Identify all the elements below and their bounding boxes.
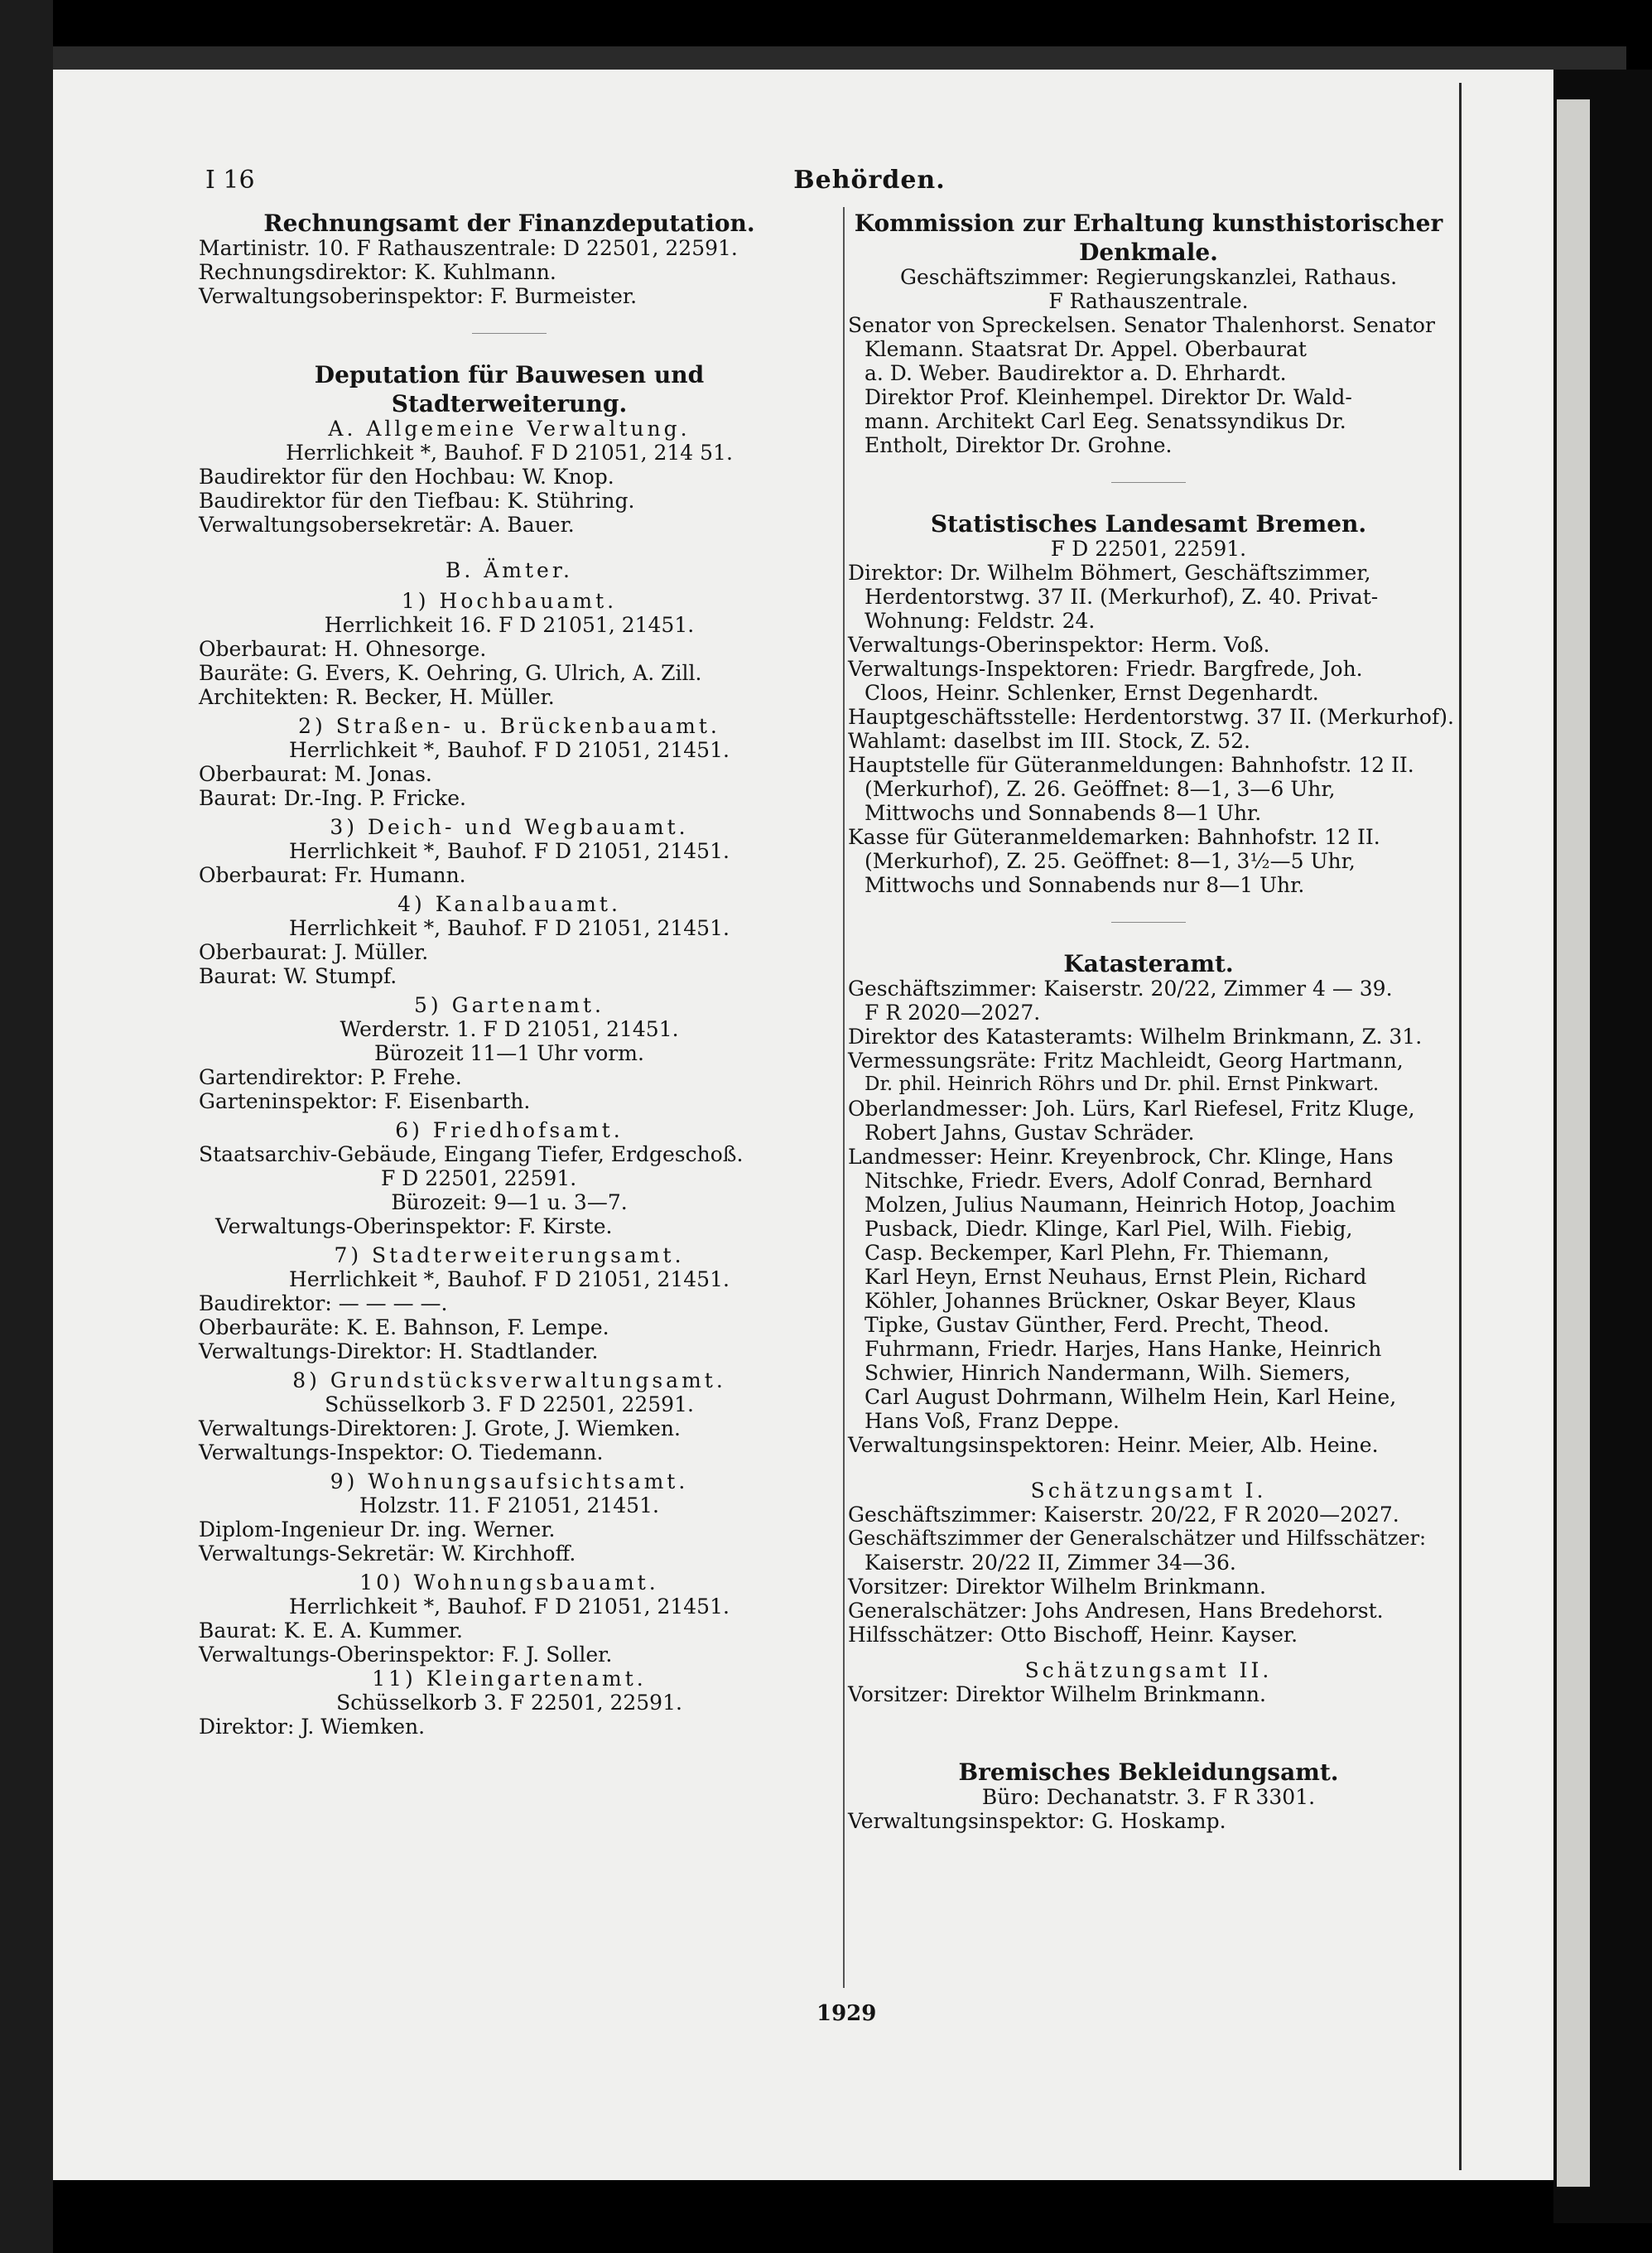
office-title: 5) Gartenamt. [414,993,604,1017]
page-fold-line [1459,83,1462,2170]
text-line: Geschäftszimmer: Regierungskanzlei, Rathaus. [899,265,1398,289]
text-line: Direktor Prof. Kleinhempel. Direktor Dr. Wald- [865,385,1352,409]
page-number: I 16 [205,166,255,195]
section-title: Statistisches Landesamt Bremen. [930,510,1367,538]
text-line: Verwaltungs-Oberinspektor: F. Kirste. [215,1214,613,1238]
text-line: Oberbaurat: H. Ohnesorge. [199,637,487,661]
section-kataster [848,951,1449,1457]
text-line: Casp. Beckemper, Karl Plehn, Fr. Thiemann, [865,1241,1330,1265]
text-line: Kasse für Güteranmeldemarken: Bahnhofstr. 12 II. [848,825,1380,849]
text-line: Vorsitzer: Direktor Wilhelm Brinkmann. [848,1682,1266,1706]
page-running-title: Behörden. [793,166,946,195]
text-line: Verwaltungs-Oberinspektor: F. J. Soller. [199,1643,613,1667]
text-line: Baudirektor: — — — —. [199,1291,448,1315]
text-line: Geschäftszimmer: Kaiserstr. 20/22, Zimmer 4 — 39. [848,977,1393,1001]
text-line: Baurat: Dr.-Ing. P. Fricke. [199,786,466,810]
address-line: Herrlichkeit *, Bauhof. F D 21051, 21451. [289,1594,730,1619]
subsection-title: B. Ämter. [445,558,574,582]
text-line: Verwaltungsobersekretär: A. Bauer. [199,513,575,537]
text-line: Martinistr. 10. F Rathauszentrale: D 22501, 22591. [199,236,738,260]
text-line: Oberbaurat: J. Müller. [199,940,429,964]
office-title: 6) Friedhofsamt. [395,1118,624,1142]
text-line: Baudirektor für den Hochbau: W. Knop. [199,465,614,489]
office-title: 10) Wohnungsbauamt. [359,1570,659,1594]
text-line: Vorsitzer: Direktor Wilhelm Brinkmann. [848,1575,1266,1599]
text-line: Nitschke, Friedr. Evers, Adolf Conrad, Bernhard [865,1169,1373,1193]
section-rechnungsamt [199,210,820,308]
text-line: F Rathauszentrale. [1048,289,1249,313]
text-line: Verwaltungsinspektor: G. Hoskamp. [848,1809,1226,1833]
text-line: Fuhrmann, Friedr. Harjes, Hans Hanke, Heinrich [865,1337,1382,1361]
section-schaetzung-1 [848,1479,1449,1647]
section-title: Kommission zur Erhaltung kunsthistorischer [854,210,1443,237]
address-line: Holzstr. 11. F 21051, 21451. [359,1493,659,1517]
column-divider [843,207,845,1988]
separator [1111,482,1186,483]
text-line: Carl August Dohrmann, Wilhelm Hein, Karl Heine, [865,1385,1397,1409]
address-line: Herrlichkeit *, Bauhof. F D 21051, 21451. [289,916,730,940]
text-line: Molzen, Julius Naumann, Heinrich Hotop, Joachim [865,1193,1396,1217]
office-title: 4) Kanalbauamt. [397,892,621,916]
text-line: (Merkurhof), Z. 25. Geöffnet: 8—1, 3½—5 Uhr, [865,849,1356,873]
section-title: Schätzungsamt I. [1030,1479,1267,1503]
phone-line: F D 22501, 22591. [381,1166,577,1190]
section-title: Katasteramt. [1063,950,1234,977]
phone-line: F D 22501, 22591. [1050,537,1247,561]
section-title: Schätzungsamt II. [1024,1658,1273,1682]
text-line: Diplom-Ingenieur Dr. ing. Werner. [199,1517,556,1541]
text-line: Herdentorstwg. 37 II. (Merkurhof), Z. 40. Privat- [865,585,1379,609]
text-line: Oberbaurat: M. Jonas. [199,762,432,786]
text-line: Baudirektor für den Tiefbau: K. Stühring. [199,489,635,513]
separator [1111,922,1186,923]
text-line: Gartendirektor: P. Frehe. [199,1065,462,1089]
text-line: Hans Voß, Franz Deppe. [865,1409,1120,1433]
text-line: (Merkurhof), Z. 26. Geöffnet: 8—1, 3—6 Uhr, [865,777,1336,801]
text-line: Rechnungsdirektor: K. Kuhlmann. [199,260,556,284]
text-line: Geschäftszimmer: Kaiserstr. 20/22, F R 2020—2027. [848,1503,1399,1527]
text-line: Entholt, Direktor Dr. Grohne. [865,433,1173,457]
office-title: 1) Hochbauamt. [401,589,618,613]
text-line: Pusback, Diedr. Klinge, Karl Piel, Wilh. Fiebig, [865,1217,1353,1241]
office-title: 11) Kleingartenamt. [372,1667,647,1691]
text-line: mann. Architekt Carl Eeg. Senatssyndikus Dr. [865,409,1346,433]
text-line: Generalschätzer: Johs Andresen, Hans Bredehorst. [848,1599,1384,1623]
text-line: Bauräte: G. Evers, K. Oehring, G. Ulrich, A. Zill. [199,661,702,685]
text-line: Verwaltungs-Direktoren: J. Grote, J. Wiemken. [199,1416,681,1440]
footer-year: 1929 [816,2001,877,2026]
hours-line: Bürozeit: 9—1 u. 3—7. [391,1190,628,1214]
text-line: Verwaltungs-Oberinspektor: Herm. Voß. [848,633,1270,657]
address-line: Büro: Dechanatstr. 3. F R 3301. [981,1785,1316,1809]
address-line: Herrlichkeit *, Bauhof. F D 21051, 21451. [289,738,730,762]
section-schaetzung-2 [848,1658,1449,1706]
address-line: Herrlichkeit *, Bauhof. F D 21051, 214 51. [286,441,733,465]
subsection-title: A. Allgemeine Verwaltung. [328,417,691,441]
address-line: Herrlichkeit 16. F D 21051, 21451. [324,613,695,637]
text-line: Direktor: J. Wiemken. [199,1715,426,1739]
text-line: Cloos, Heinr. Schlenker, Ernst Degenhardt. [865,681,1319,705]
text-line: Direktor des Katasteramts: Wilhelm Brinkmann, Z. 31. [848,1025,1423,1049]
text-line: Senator von Spreckelsen. Senator Thalenhorst. Senator [848,313,1435,337]
text-line: Baurat: K. E. A. Kummer. [199,1619,463,1643]
text-line: a. D. Weber. Baudirektor a. D. Ehrhardt. [865,361,1287,385]
section-deputation [199,362,820,1739]
section-title: Deputation für Bauwesen und [314,361,705,388]
text-line: Architekten: R. Becker, H. Müller. [199,685,555,709]
text-line: Wahlamt: daselbst im III. Stock, Z. 52. [848,729,1250,753]
section-kommission [848,210,1449,457]
address-line: Werderstr. 1. F D 21051, 21451. [340,1017,679,1041]
text-line: Verwaltungs-Direktor: H. Stadtlander. [199,1339,599,1363]
office-title: 9) Wohnungsaufsichtsamt. [330,1469,689,1493]
text-line: F R 2020—2027. [865,1001,1041,1025]
text-line: Hilfsschätzer: Otto Bischoff, Heinr. Kayser. [848,1623,1298,1647]
address-line: Staatsarchiv-Gebäude, Eingang Tiefer, Erdgeschoß. [199,1142,744,1166]
text-line: Dr. phil. Heinrich Röhrs und Dr. phil. Ernst Pinkwart. [865,1073,1380,1095]
book-top-edge [53,46,1626,71]
section-title-cont: Stadterweiterung. [391,390,628,417]
text-line: Verwaltungs-Inspektoren: Friedr. Bargfrede, Joh. [848,657,1363,681]
section-title-cont: Denkmale. [1079,239,1218,266]
section-statistik [848,510,1454,897]
text-line: Verwaltungs-Inspektor: O. Tiedemann. [199,1440,604,1464]
text-line: Verwaltungsinspektoren: Heinr. Meier, Alb. Heine. [848,1433,1379,1457]
text-line: Kaiserstr. 20/22 II, Zimmer 34—36. [865,1551,1236,1575]
text-line: Wohnung: Feldstr. 24. [865,609,1096,633]
text-line: Verwaltungsoberinspektor: F. Burmeister. [199,284,638,308]
hours-line: Bürozeit 11—1 Uhr vorm. [374,1041,644,1065]
book-binding [0,0,53,2253]
office-title: 8) Grundstücksverwaltungsamt. [292,1368,726,1392]
separator [472,333,547,334]
text-line: Geschäftszimmer der Generalschätzer und Hilfsschätzer: [848,1527,1427,1550]
text-line: Oberlandmesser: Joh. Lürs, Karl Riefesel, Fritz Kluge, [848,1097,1415,1121]
text-line: Karl Heyn, Ernst Neuhaus, Ernst Plein, Richard [865,1265,1367,1289]
office-title: 2) Straßen- u. Brückenbauamt. [298,714,720,738]
text-line: Garteninspektor: F. Eisenbarth. [199,1089,531,1113]
text-line: Mittwochs und Sonnabends nur 8—1 Uhr. [865,873,1305,897]
office-title: 3) Deich- und Wegbauamt. [330,815,689,839]
text-line: Mittwochs und Sonnabends 8—1 Uhr. [865,801,1262,825]
text-line: Hauptstelle für Güteranmeldungen: Bahnhofstr. 12 II. [848,753,1414,777]
text-line: Oberbauräte: K. E. Bahnson, F. Lempe. [199,1315,609,1339]
section-title: Bremisches Bekleidungsamt. [958,1758,1339,1786]
text-line: Baurat: W. Stumpf. [199,964,397,988]
text-line: Köhler, Johannes Brückner, Oskar Beyer, Klaus [865,1289,1356,1313]
office-title: 7) Stadterweiterungsamt. [334,1243,685,1267]
text-line: Oberbaurat: Fr. Humann. [199,863,466,887]
text-line: Direktor: Dr. Wilhelm Böhmert, Geschäftszimmer, [848,561,1371,585]
text-line: Robert Jahns, Gustav Schräder. [865,1121,1195,1145]
text-line: Verwaltungs-Sekretär: W. Kirchhoff. [199,1541,576,1566]
address-line: Schüsselkorb 3. F D 22501, 22591. [325,1392,694,1416]
left-column [199,207,820,1739]
next-page-edge [1557,99,1590,2187]
text-line: Klemann. Staatsrat Dr. Appel. Oberbaurat [865,337,1307,361]
section-bekleidungsamt [848,1759,1449,1833]
address-line: Herrlichkeit *, Bauhof. F D 21051, 21451. [289,1267,730,1291]
text-line: Hauptgeschäftsstelle: Herdentorstwg. 37 II. (Merkurhof). [848,705,1454,729]
address-line: Schüsselkorb 3. F 22501, 22591. [336,1691,682,1715]
text-line: Tipke, Gustav Günther, Ferd. Precht, Theod. [865,1313,1330,1337]
address-line: Herrlichkeit *, Bauhof. F D 21051, 21451. [289,839,730,863]
text-line: Vermessungsräte: Fritz Machleidt, Georg Hartmann, [848,1049,1404,1073]
right-column [848,207,1454,1833]
section-title: Rechnungsamt der Finanzdeputation. [263,210,755,237]
text-line: Landmesser: Heinr. Kreyenbrock, Chr. Klinge, Hans [848,1145,1394,1169]
text-line: Schwier, Hinrich Nandermann, Wilh. Siemers, [865,1361,1351,1385]
